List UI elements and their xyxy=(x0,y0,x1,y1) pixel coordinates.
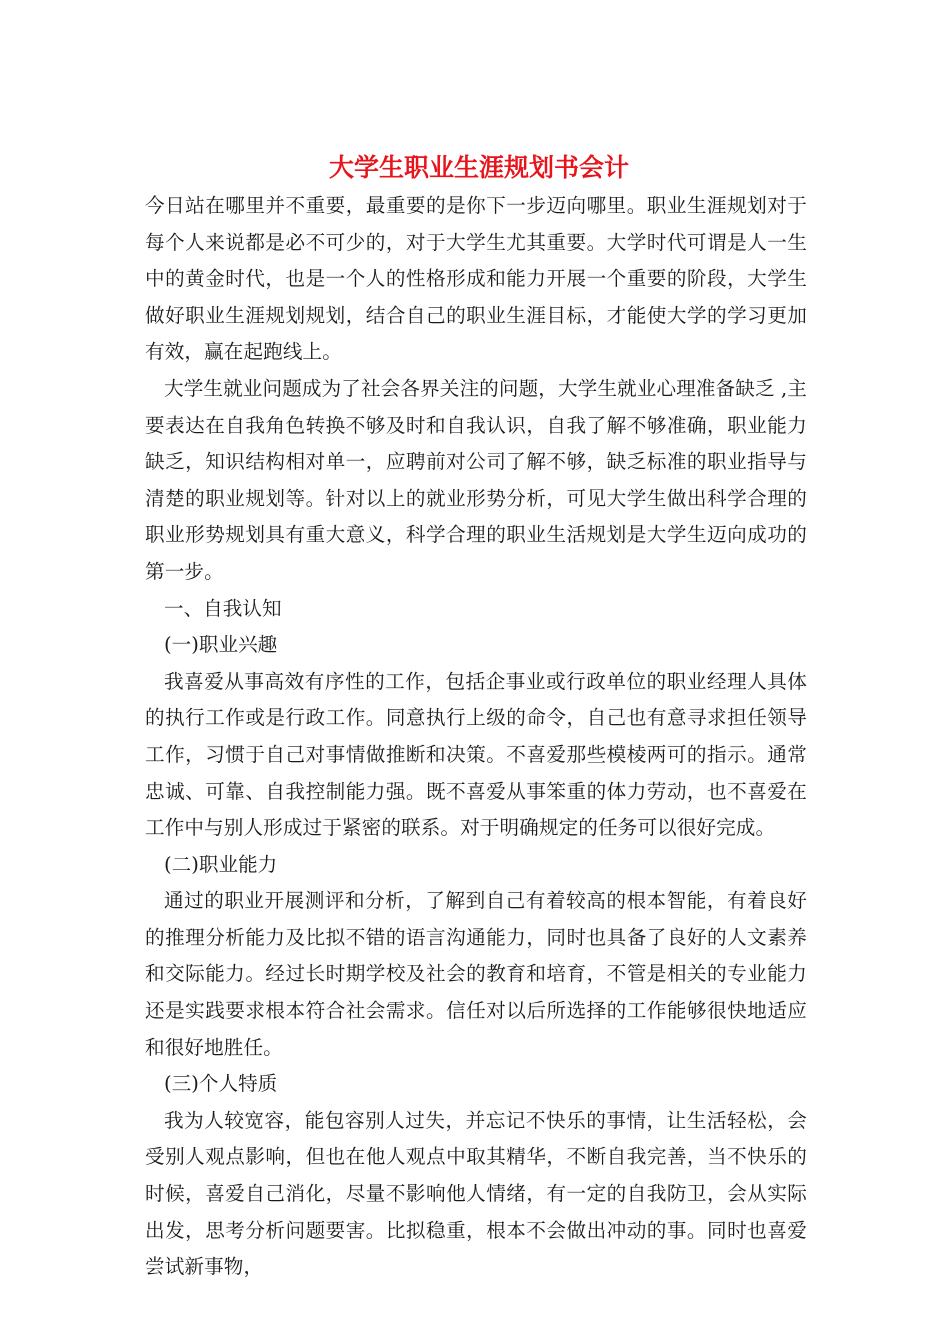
career-interest-paragraph: 我喜爱从事高效有序性的工作，包括企事业或行政单位的职业经理人具体的执行工作或是行政工作。同意执行上级的命令，自己也有意寻求担任领导工作，习惯于自己对事情做推断和决策。不喜爱那些模棱两可的指示。通常忠诚、可靠、自我控制能力强。既不喜爱从事笨重的体力劳动，也不喜爱在工作中与别人形成过于紧密的联系。对于明确规定的任务可以很好完成。 xyxy=(145,669,807,840)
career-ability-paragraph: 通过的职业开展测评和分析，了解到自己有着较高的根本智能，有着良好的推理分析能力及比拟不错的语言沟通能力，同时也具备了良好的人文素养和交际能力。经过长时期学校及社会的教育和培育，不管是相关的专业能力还是实践要求根本符合社会需求。信任对以后所选择的工作能够很快地适应和很好地胜任。 xyxy=(145,889,807,1059)
employment-paragraph: 大学生就业问题成为了社会各界关注的问题，大学生就业心理准备缺乏 ,主要表达在自我角色转换不够及时和自我认识，自我了解不够准确，职业能力缺乏，知识结构相对单一，应聘前对公司了解不够，缺乏标准的职业指导与清楚的职业规划等。针对以上的就业形势分析，可见大学生做出科学合理的职业形势规划具有重大意义，科学合理的职业生活规划是大学生迈向成功的第一步。 xyxy=(145,376,807,583)
subheading-career-ability: (二)职业能力 xyxy=(164,852,278,876)
document-title: 大学生职业生涯规划书会计 xyxy=(328,153,629,182)
intro-paragraph: 今日站在哪里并不重要，最重要的是你下一步迈向哪里。职业生涯规划对于每个人来说都是必不可少的，对于大学生尤其重要。大学时代可谓是人一生中的黄金时代，也是一个人的性格形成和能力开展一个重要的阶段，大学生做好职业生涯规划规划，结合自己的职业生涯目标，才能使大学的学习更加有效，赢在起跑线上。 xyxy=(145,194,807,364)
document-page xyxy=(145,148,807,1286)
section-heading-self-awareness: 一、自我认知 xyxy=(164,596,282,620)
subheading-personal-traits: (三)个人特质 xyxy=(164,1072,278,1096)
subheading-career-interest: (一)职业兴趣 xyxy=(164,633,278,657)
personal-traits-paragraph: 我为人较宽容，能包容别人过失，并忘记不快乐的事情，让生活轻松，会受别人观点影响，但也在他人观点中取其精华，不断自我完善，当不快乐的时候，喜爱自己消化，尽量不影响他人情绪，有一定的自我防卫，会从实际出发，思考分析问题要害。比拟稳重，根本不会做出冲动的事。同时也喜爱尝试新事物， xyxy=(145,1108,807,1279)
